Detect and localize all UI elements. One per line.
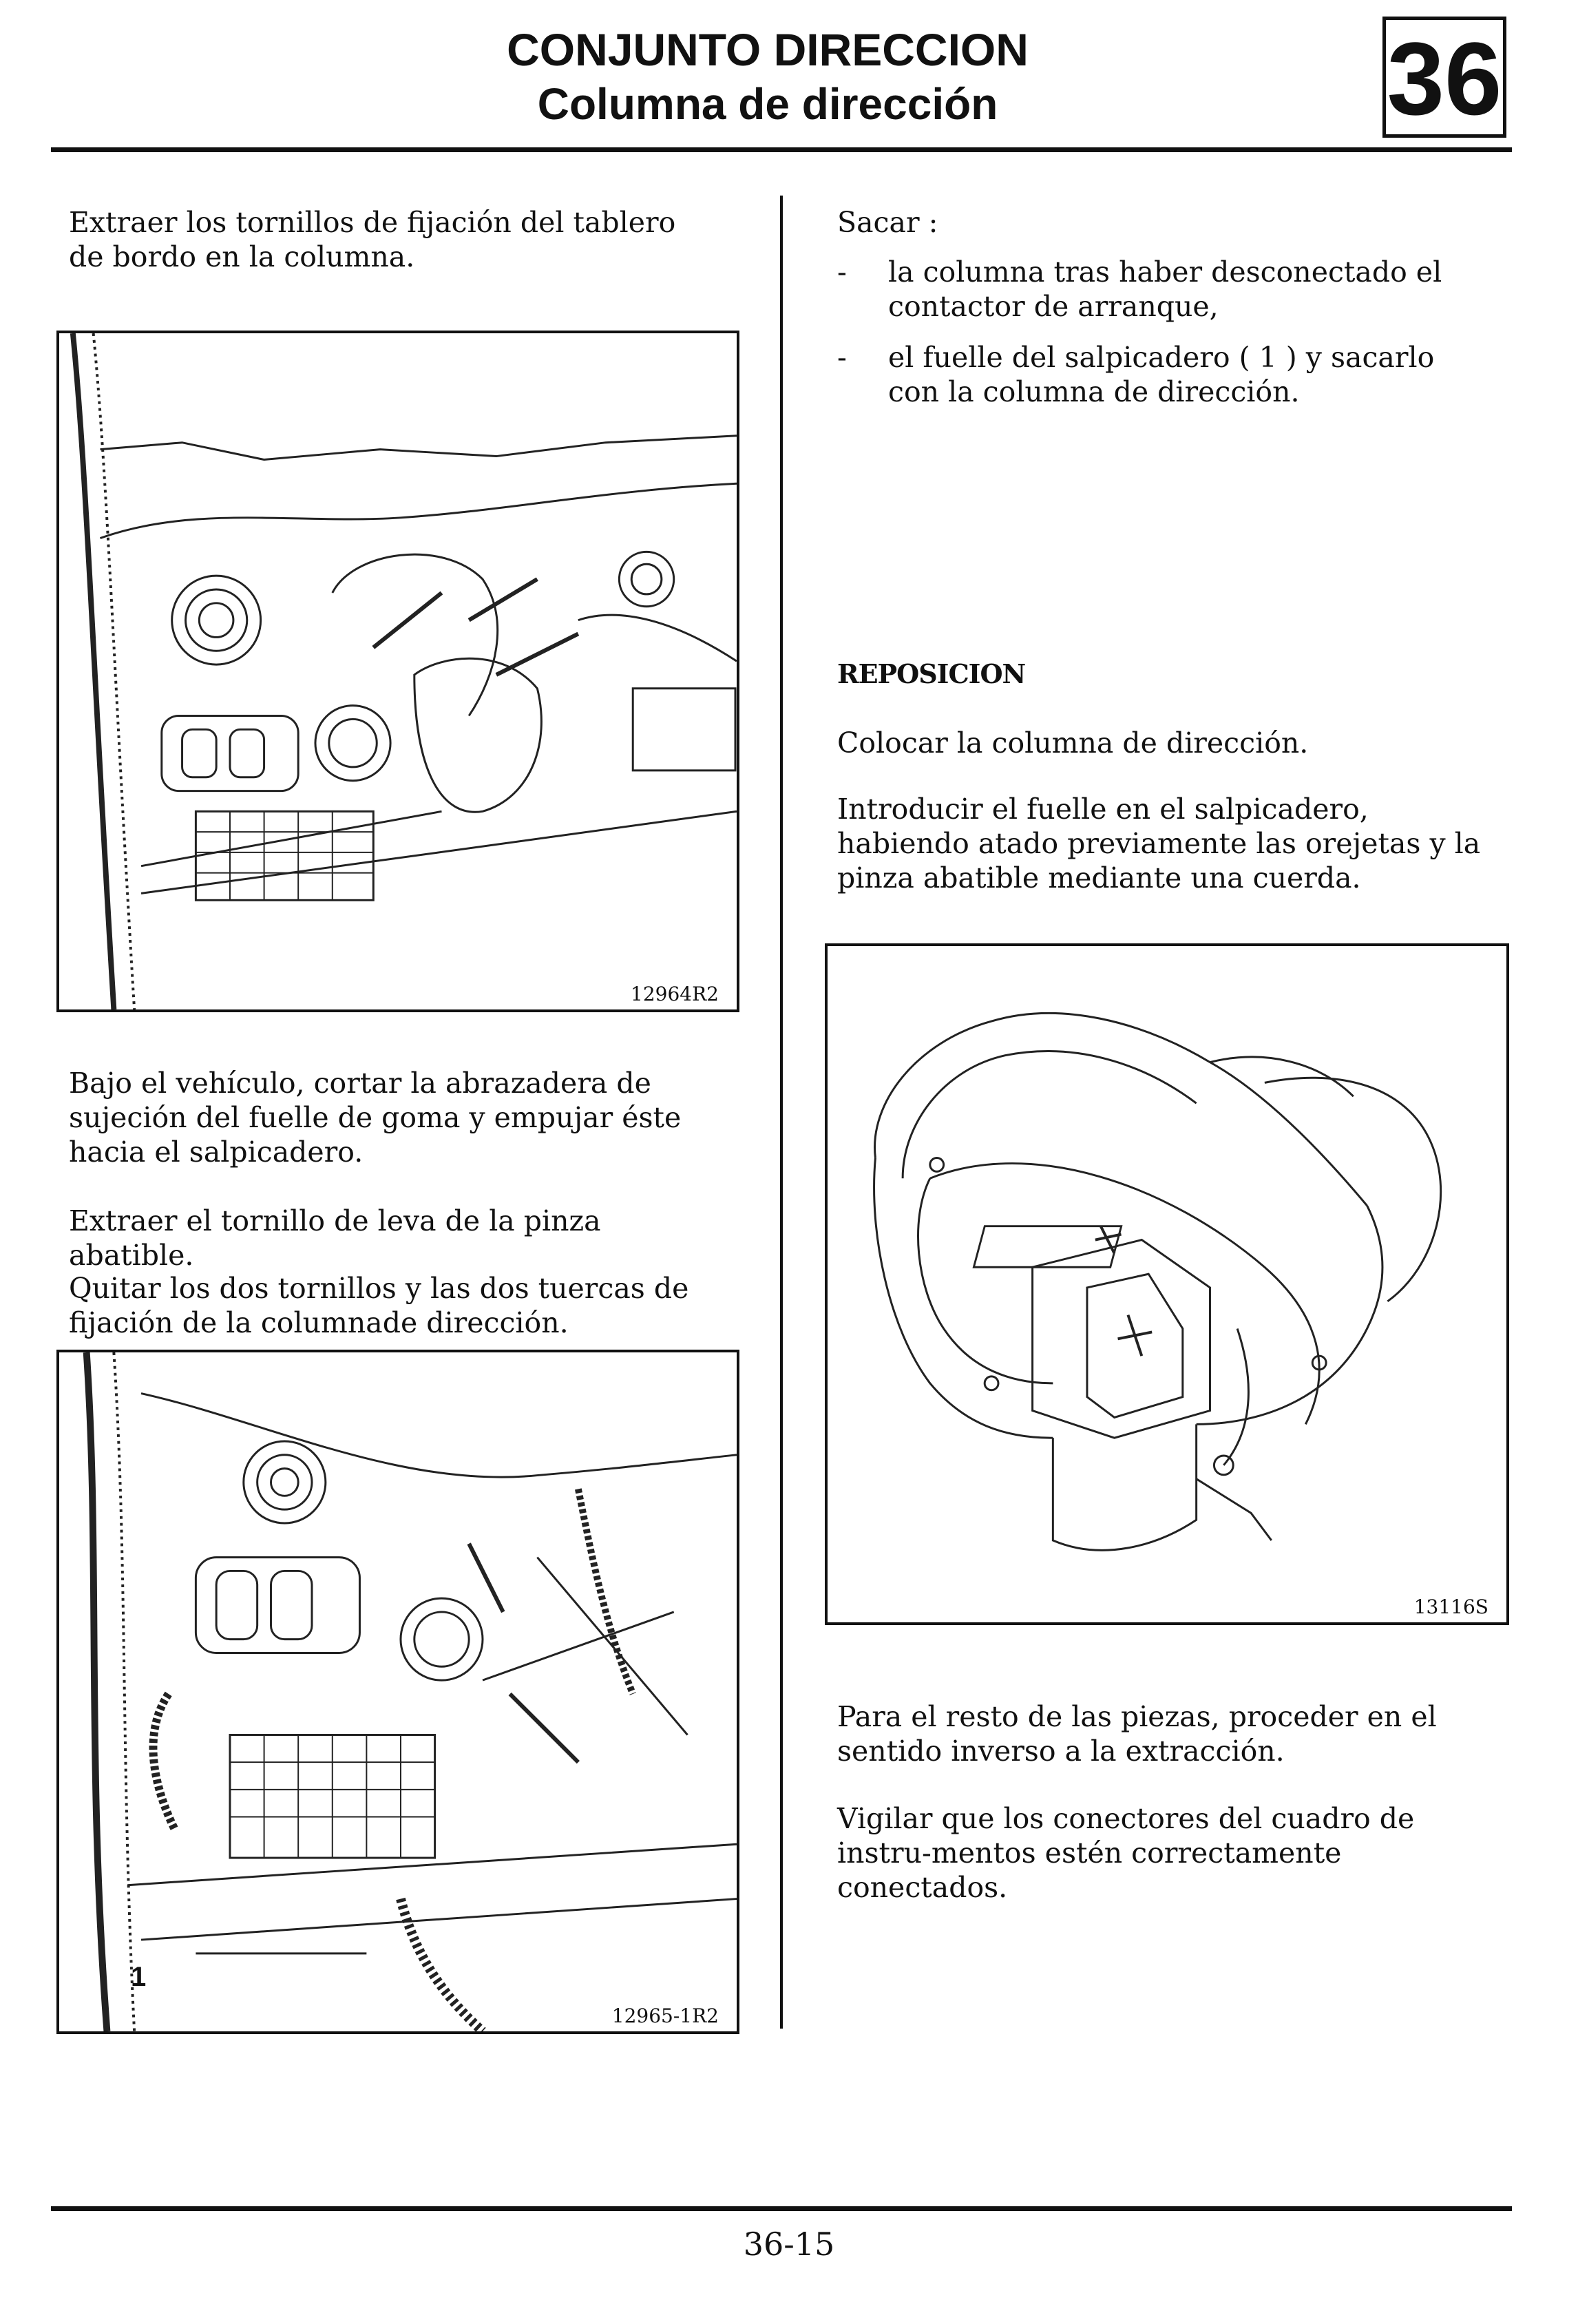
left-paragraph-1: Extraer los tornillos de fijación del tablero de bordo en la columna.: [69, 206, 676, 273]
figure-callout-label: 1: [131, 1962, 147, 1992]
figure-reference: 13116S: [1411, 1595, 1491, 1618]
column-divider: [780, 196, 783, 2029]
chapter-number-box: 36: [1382, 17, 1506, 138]
page-number: 36-15: [743, 2226, 835, 2263]
left-paragraph-2: Bajo el vehículo, cortar la abrazadera de sujeción del fuelle de goma y empujar éste hacia el salpicadero.: [69, 1067, 682, 1169]
figure-12964R2: [56, 331, 739, 1012]
section-title: REPOSICION: [837, 658, 1026, 689]
bullet-text: el fuelle del salpicadero ( 1 ) y sacarlo con la columna de dirección.: [888, 341, 1435, 408]
bullet-text: la columna tras haber desconectado el contactor de arranque,: [888, 255, 1442, 323]
page-subtitle: Columna de dirección: [537, 79, 998, 129]
footer-rule: [51, 2206, 1512, 2211]
figure-reference: 12965-1R2: [609, 2004, 722, 2027]
figure-12965-1R2: [56, 1350, 739, 2034]
right-paragraph-1: Sacar :: [837, 206, 938, 239]
right-paragraph-5: Vigilar que los conectores del cuadro de instru-mentos estén correctamente conectados.: [837, 1802, 1415, 1904]
bullet-dash: -: [837, 255, 847, 289]
figure-reference: 12964R2: [628, 983, 722, 1005]
bellows-illustration: [828, 946, 1506, 1622]
dashboard-illustration: [59, 333, 737, 1009]
figure-13116S: [825, 943, 1509, 1625]
left-paragraph-4: Quitar los dos tornillos y las dos tuercas de fijación de la columnade dirección.: [69, 1272, 689, 1339]
right-paragraph-4: Para el resto de las piezas, proceder en el sentido inverso a la extracción.: [837, 1700, 1437, 1768]
bullet-dash: -: [837, 341, 847, 374]
left-paragraph-3: Extraer el tornillo de leva de la pinza abatible.: [69, 1204, 601, 1272]
header-rule: [51, 147, 1512, 152]
right-paragraph-2: Colocar la columna de dirección.: [837, 726, 1309, 760]
page-title: CONJUNTO DIRECCION: [507, 24, 1029, 75]
column-fixing-illustration: [59, 1352, 737, 2031]
right-paragraph-3: Introducir el fuelle en el salpicadero, habiendo atado previamente las orejetas y la pinza abatible mediante una cuerda.: [837, 793, 1481, 894]
